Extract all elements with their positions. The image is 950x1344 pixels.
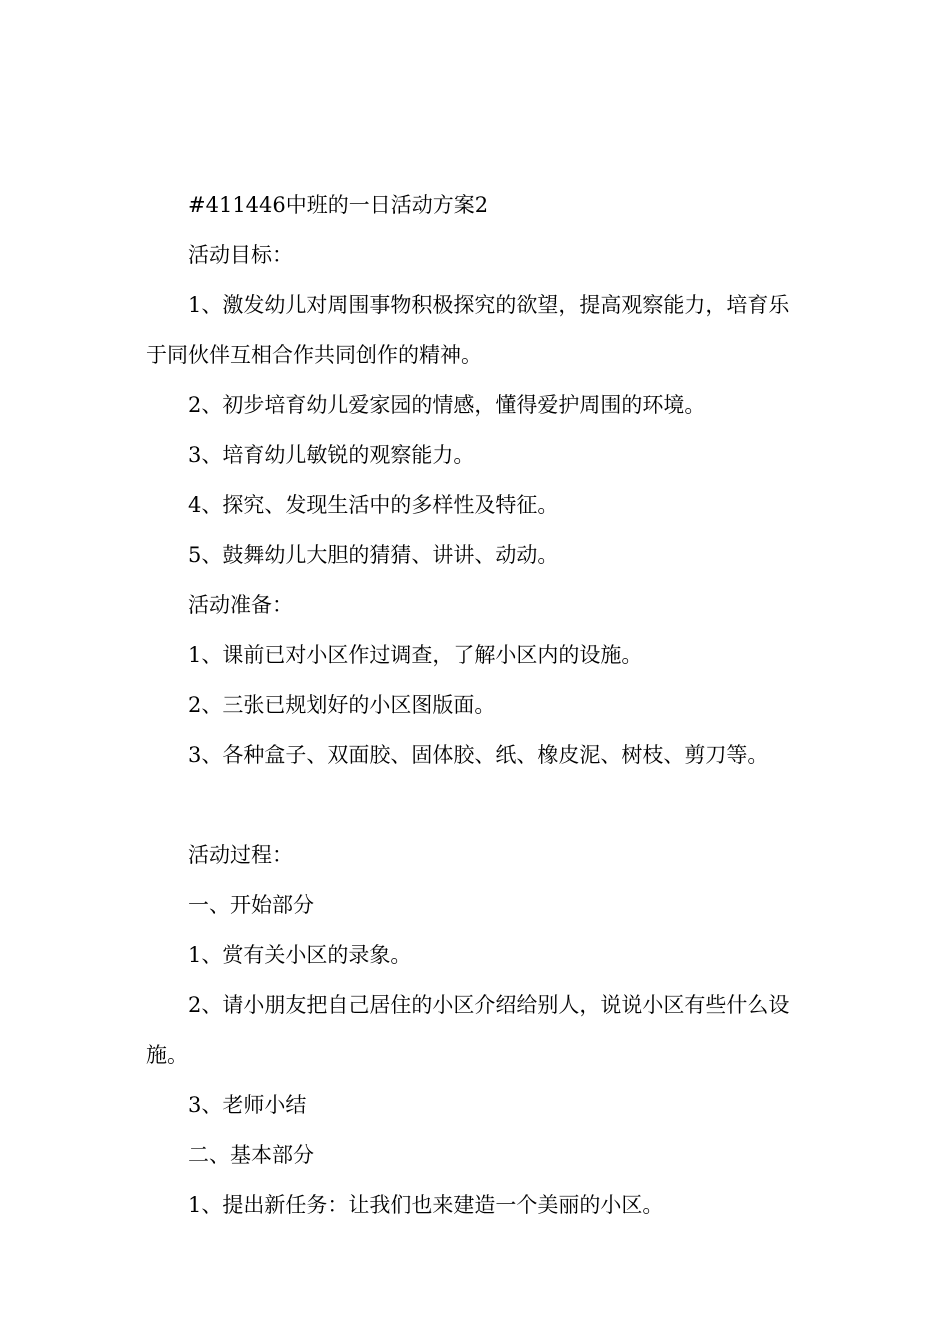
heading-activity-preparation: 活动准备： — [188, 593, 293, 617]
goal-item-5: 5、鼓舞幼儿大胆的猜猜、讲讲、动动。 — [188, 543, 559, 567]
start-item-3: 3、老师小结 — [188, 1093, 307, 1117]
goal-item-4: 4、探究、发现生活中的多样性及特征。 — [188, 493, 559, 517]
goal-item-2: 2、初步培育幼儿爱家园的情感，懂得爱护周围的环境。 — [188, 393, 706, 417]
preparation-item-3: 3、各种盒子、双面胶、固体胶、纸、橡皮泥、树枝、剪刀等。 — [188, 743, 769, 767]
start-item-1: 1、赏有关小区的录象。 — [188, 943, 412, 967]
section-start: 一、开始部分 — [188, 893, 314, 917]
goal-item-3: 3、培育幼儿敏锐的观察能力。 — [188, 443, 475, 467]
basic-item-1: 1、提出新任务：让我们也来建造一个美丽的小区。 — [188, 1193, 664, 1217]
blank-line — [146, 780, 810, 830]
document-title: #411446中班的一日活动方案2 — [188, 193, 489, 217]
document-body — [146, 180, 810, 1230]
section-basic: 二、基本部分 — [188, 1143, 314, 1167]
heading-activity-goals: 活动目标： — [188, 243, 293, 267]
start-item-2: 2、请小朋友把自己居住的小区介绍给别人，说说小区有些什么设施。 — [146, 993, 790, 1067]
preparation-item-2: 2、三张已规划好的小区图版面。 — [188, 693, 496, 717]
goal-item-1: 1、激发幼儿对周围事物积极探究的欲望，提高观察能力，培育乐于同伙伴互相合作共同创作的精神。 — [146, 293, 790, 367]
preparation-item-1: 1、课前已对小区作过调查，了解小区内的设施。 — [188, 643, 643, 667]
heading-activity-process: 活动过程： — [188, 843, 293, 867]
